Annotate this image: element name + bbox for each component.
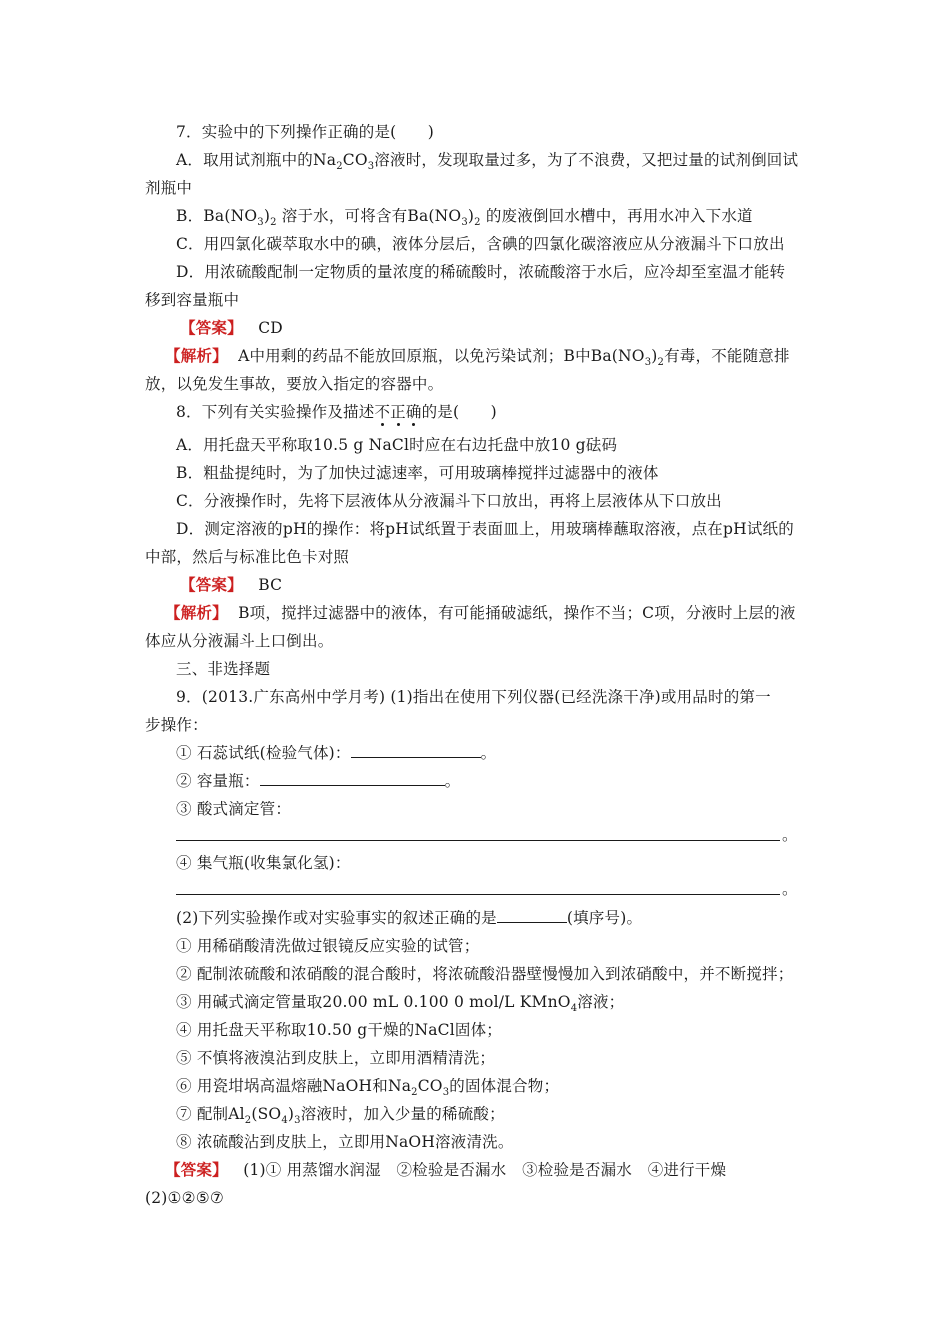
q7-option-a-line2: 剂瓶中 (145, 179, 193, 197)
q9-stem-line1: 9．(2013.广东高州中学月考) (1)指出在使用下列仪器(已经洗涤干净)或用品时的第一 (176, 688, 771, 706)
q9-item-3: ③ 酸式滴定管： (176, 800, 292, 818)
q9-item-2: ② 容量瓶： 。 (176, 772, 461, 790)
q7-option-b: B．$Ba(NO_3)_2$ 溶于水，可将含有$Ba(NO_3)_2$ 的废液倒回水槽中，再用水冲入下水道 (176, 207, 753, 229)
q7-option-c: C．用四氯化碳萃取水中的碘，液体分层后，含碘的四氯化碳溶液应从分液漏斗下口放出 (176, 235, 785, 253)
answer-tag: 【答案】 (165, 1160, 228, 1179)
section-heading: 三、非选择题 (176, 660, 271, 678)
q9-answer-line2: (2)①②⑤⑦ (145, 1189, 224, 1207)
q7-analysis-line1: 【解析】 A中用剩的药品不能放回原瓶，以免污染试剂；B中$Ba(NO_3)_2$有毒，不能随意排 (165, 346, 790, 369)
answer-tag: 【答案】 (180, 318, 243, 337)
q9-statement-2: ② 配制浓硫酸和浓硝酸的混合酸时，将浓硫酸沿器壁慢慢加入到浓硝酸中，并不断搅拌； (176, 965, 794, 983)
q8-stem: 8．下列有关实验操作及描述不正确的是( ) (176, 403, 497, 421)
emphasis-dot-char: 正 (390, 403, 406, 421)
q9-statement-5: ⑤ 不慎将液溴沾到皮肤上，立即用酒精清洗； (176, 1049, 496, 1067)
analysis-tag: 【解析】 (165, 346, 228, 365)
q7-analysis-line2: 放，以免发生事故，要放入指定的容器中。 (145, 375, 444, 393)
q9-stem-line2: 步操作： (145, 716, 208, 734)
q9-item-4: ④ 集气瓶(收集氯化氢)： (176, 854, 351, 872)
q7-answer-value: CD (258, 319, 283, 337)
q9-statement-4: ④ 用托盘天平称取10.50 g干燥的NaCl固体； (176, 1021, 502, 1039)
emphasis-dot-char: 不 (374, 403, 391, 421)
q7-option-d-line1: D．用浓硫酸配制一定物质的量浓度的稀硫酸时，浓硫酸溶于水后，应冷却至室温才能转 (176, 263, 786, 281)
q9-item-1: ① 石蕊试纸(检验气体)： 。 (176, 744, 497, 762)
q7-option-a-line1: A．取用试剂瓶中的$Na_2CO_3$溶液时，发现取量过多，为了不浪费，又把过量的试剂倒回试 (176, 151, 799, 173)
q8-analysis-line1: 【解析】 B项，搅拌过滤器中的液体，有可能捅破滤纸，操作不当；C项，分液时上层的液 (165, 603, 796, 622)
q9-statement-8: ⑧ 浓硫酸沾到皮肤上，立即用NaOH溶液清洗。 (176, 1133, 514, 1151)
q8-option-d-line1: D．测定溶液的pH的操作：将pH试纸置于表面皿上，用玻璃棒蘸取溶液，点在pH试纸的 (176, 520, 794, 538)
fill-blank-line (176, 894, 780, 895)
q9-statement-1: ① 用稀硝酸清洗做过银镜反应实验的试管； (176, 937, 480, 955)
q8-analysis-line2: 体应从分液漏斗上口倒出。 (145, 632, 334, 650)
q8-answer (180, 574, 282, 596)
q9-item-3-period: 。 (782, 826, 798, 844)
q8-option-c: C．分液操作时，先将下层液体从分液漏斗下口放出，再将上层液体从下口放出 (176, 492, 722, 510)
q8-answer-value: BC (258, 576, 283, 594)
q8-option-d-line2: 中部，然后与标准比色卡对照 (145, 548, 350, 566)
q9-part2: (2)下列实验操作或对实验事实的叙述正确的是 (填序号)。 (176, 909, 643, 927)
answer-tag: 【答案】 (180, 575, 243, 594)
q9-statement-6: ⑥ 用瓷坩埚高温熔融NaOH和$Na_2CO_3$的固体混合物； (176, 1077, 560, 1099)
q8-option-b: B．粗盐提纯时，为了加快过滤速率，可用玻璃棒搅拌过滤器中的液体 (176, 464, 659, 482)
fill-blank (497, 907, 567, 923)
fill-blank-line (176, 840, 780, 841)
q9-answer-line1: 【答案】 (1)① 用蒸馏水润湿 ②检验是否漏水 ③检验是否漏水 ④进行干燥 (165, 1160, 727, 1179)
emphasis-dot-char: 确 (405, 403, 422, 421)
fill-blank (260, 770, 445, 786)
q7-answer (180, 317, 283, 339)
q8-option-a: A．用托盘天平称取10.5 g NaCl时应在右边托盘中放10 g砝码 (176, 436, 618, 454)
q7-option-d-line2: 移到容量瓶中 (145, 291, 240, 309)
q7-stem: 7．实验中的下列操作正确的是( ) (176, 123, 435, 141)
q9-statement-3: ③ 用碱式滴定管量取20.00 mL 0.100 0 mol/L KMnO$_4$溶液； (176, 993, 625, 1015)
q9-item-4-period: 。 (782, 880, 798, 898)
analysis-tag: 【解析】 (165, 603, 228, 622)
q9-statement-7: ⑦ 配制$Al_2(SO_4)_3$溶液时，加入少量的稀硫酸； (176, 1105, 505, 1127)
fill-blank (351, 742, 481, 758)
